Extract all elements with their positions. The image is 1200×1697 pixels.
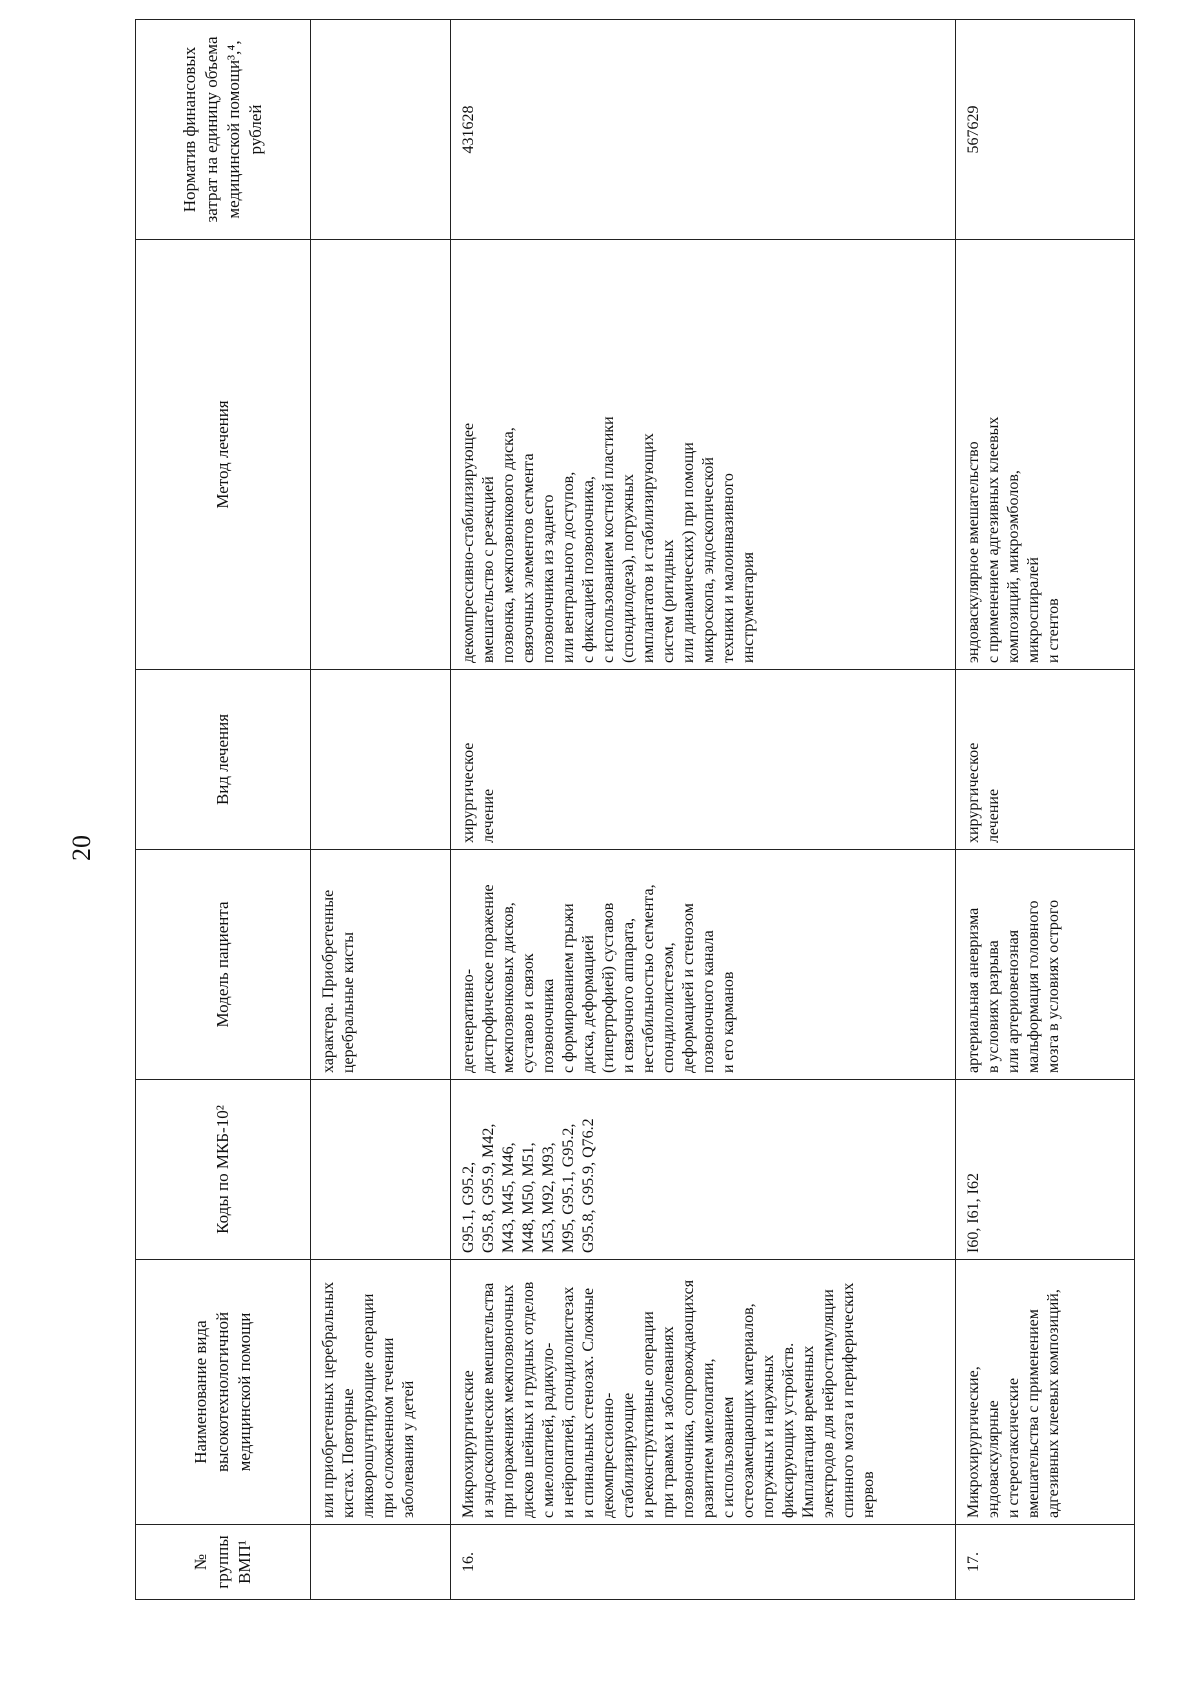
header-model: Модель пациента [136,850,311,1080]
cell-norm: 567629 [956,20,1135,240]
cell-name: Микрохирургические и эндоскопические вмешательства при поражениях межпозвоночных дисков шейных и грудных отделов с миелопатией, радикуло- и нейропатией, спондилолистезах и спинальных стенозах. Сложные декомпрессионно- стабилизирующие и реконструктивные операции при травмах и заболеваниях позвоночника, сопровождающихся развитием миелопатии, с использованием остеозамещающих материалов, погружных и наружных фиксирующих устройств. Имплантация временных электродов для нейростимуляции спинного мозга и периферических нервов [451,1260,956,1525]
cell-kind: хирургическое лечение [956,670,1135,850]
table-row [451,20,956,1600]
header-group-no: № группы ВМП¹ [136,1525,311,1600]
cell-codes: G95.1, G95.2, G95.8, G95.9, M42, M43, M45, M46, M48, M50, M51, M53, M92, M93, M95, G95.1, G95.2, G95.8, G95.9, Q76.2 [451,1080,956,1260]
header-method: Метод лечения [136,240,311,670]
vmp-table [135,19,1135,1600]
rotated-table-container [135,20,1135,1600]
cell-name: или приобретенных церебральных кистах. Повторные ликворошунтирующие операции при осложненном течении заболевания у детей [311,1260,451,1525]
cell-group-no [311,1525,451,1600]
cell-method [311,240,451,670]
cell-model: характера. Приобретенные церебральные кисты [311,850,451,1080]
cell-codes [311,1080,451,1260]
cell-kind: хирургическое лечение [451,670,956,850]
header-row [136,20,311,1600]
table-row [311,20,451,1600]
cell-model: артериальная аневризма в условиях разрыва или артериовенозная мальформация головного мозга в условиях острого [956,850,1135,1080]
page-number: 20 [67,835,96,861]
cell-kind [311,670,451,850]
cell-group-no: 17. [956,1525,1135,1600]
cell-norm [311,20,451,240]
cell-group-no: 16. [451,1525,956,1600]
cell-codes: I60, I61, I62 [956,1080,1135,1260]
cell-norm: 431628 [451,20,956,240]
cell-model: дегенеративно- дистрофическое поражение межпозвонковых дисков, суставов и связок позвоночника с формированием грыжи диска, деформацией (гипертрофией) суставов и связочного аппарата, нестабильностью сегмента, спондилолистезом, деформацией и стенозом позвоночного канала и его карманов [451,850,956,1080]
cell-method: эндоваскулярное вмешательство с применением адгезивных клеевых композиций, микроэмболов, микроспиралей и стентов [956,240,1135,670]
header-codes: Коды по МКБ-10² [136,1080,311,1260]
header-kind: Вид лечения [136,670,311,850]
header-name: Наименование вида высокотехнологичной медицинской помощи [136,1260,311,1525]
cell-method: декомпрессивно-стабилизирующее вмешательство с резекцией позвонка, межпозвонкового диска, связочных элементов сегмента позвоночника из заднего или вентрального доступов, с фиксацией позвоночника, с использованием костной пластики (спондилодеза), погружных имплантатов и стабилизирующих систем (ригидных или динамических) при помощи микроскопа, эндоскопической техники и малоинвазивного инструментария [451,240,956,670]
header-norm: Норматив финансовых затрат на единицу объема медицинской помощи³,⁴, рублей [136,20,311,240]
table-row [956,20,1135,1600]
cell-name: Микрохирургические, эндоваскулярные и стереотаксические вмешательства с применением адгезивных клеевых композиций, [956,1260,1135,1525]
